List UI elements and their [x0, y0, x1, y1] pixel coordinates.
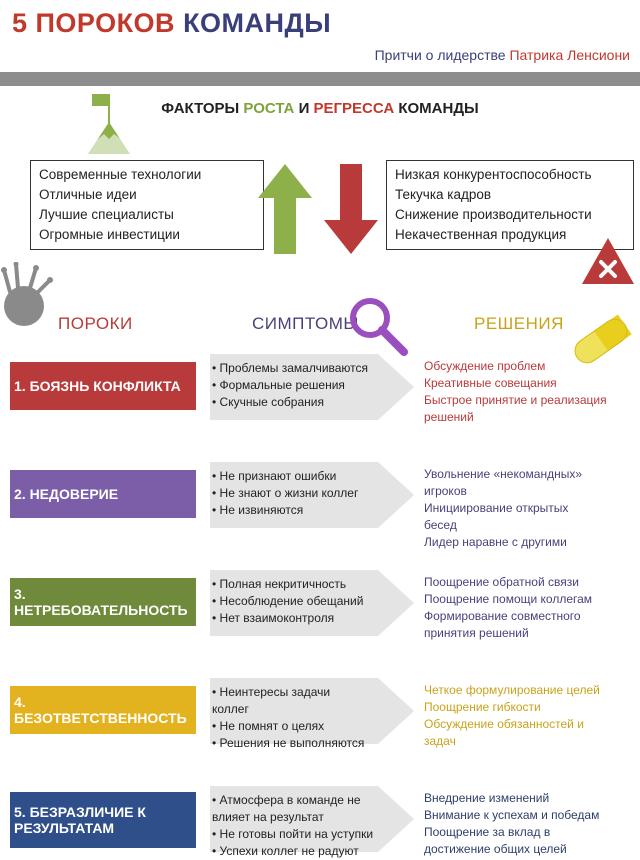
column-header-symptoms: СИМПТОМЫ	[252, 314, 359, 333]
symptom-item: • Несоблюдение обещаний	[212, 594, 364, 608]
solution-item: бесед	[424, 518, 457, 532]
growth-item: Лучшие специалисты	[39, 207, 174, 222]
growth-factors-box	[30, 160, 264, 250]
vice-label: 1. БОЯЗНЬ КОНФЛИКТА	[10, 362, 196, 410]
regress-item: Некачественная продукция	[395, 227, 567, 242]
symptoms-list	[212, 468, 392, 519]
title-part1: 5 ПОРОКОВ	[12, 8, 176, 38]
factors-title	[0, 100, 640, 117]
symptom-item: • Не знают о жизни коллег	[212, 486, 359, 500]
symptom-item: • Не признают ошибки	[212, 469, 337, 483]
solution-item: достижение общих целей	[424, 842, 567, 856]
growth-item: Огромные инвестиции	[39, 227, 180, 242]
solutions-list	[424, 466, 634, 551]
symptoms-list	[212, 360, 392, 411]
subtitle-part1: Притчи о лидерстве	[374, 47, 506, 63]
solution-item: Обсуждение обязанностей и	[424, 717, 584, 731]
solution-item: принятия решений	[424, 626, 529, 640]
factors-title-word: ФАКТОРЫ	[161, 100, 240, 117]
symptom-item: влияет на результат	[212, 810, 324, 824]
solution-item: Креативные совещания	[424, 376, 557, 390]
regress-item: Снижение производительности	[395, 207, 592, 222]
solution-item: Поощрение за вклад в	[424, 825, 551, 839]
solutions-list	[424, 682, 634, 750]
solution-item: Внимание к успехам и победам	[424, 808, 600, 822]
page-title	[12, 8, 331, 39]
symptoms-list	[212, 684, 392, 752]
vice-label: 3. НЕТРЕБОВАТЕЛЬНОСТЬ	[10, 578, 196, 626]
regress-item: Низкая конкурентоспособность	[395, 167, 592, 182]
arrow-down-icon	[322, 162, 380, 256]
factors-title-regress: РЕГРЕССА	[313, 100, 395, 117]
column-header-solutions: РЕШЕНИЯ	[474, 314, 564, 333]
solutions-list	[424, 358, 634, 426]
symptom-item: • Скучные собрания	[212, 395, 324, 409]
header-divider	[0, 72, 640, 86]
solution-item: Инициирование открытых	[424, 501, 569, 515]
solution-item: Внедрение изменений	[424, 791, 550, 805]
growth-item: Отличные идеи	[39, 187, 137, 202]
column-header-vices: ПОРОКИ	[58, 314, 133, 333]
magnifier-icon	[344, 292, 410, 358]
factors-title-team: КОМАНДЫ	[398, 100, 479, 117]
solutions-list	[424, 790, 634, 858]
solution-item: Поощрение гибкости	[424, 700, 541, 714]
symptoms-list	[212, 792, 392, 860]
warning-x-icon	[580, 236, 636, 286]
title-part2: КОМАНДЫ	[183, 8, 332, 38]
factors-title-and: И	[298, 100, 310, 117]
symptom-item: • Проблемы замалчиваются	[212, 361, 369, 375]
solution-item: Лидер наравне с другими	[424, 535, 567, 549]
growth-item: Современные технологии	[39, 167, 202, 182]
solution-item: решений	[424, 410, 474, 424]
regress-item: Текучка кадров	[395, 187, 492, 202]
vice-label: 5. БЕЗРАЗЛИЧИЕ К РЕЗУЛЬТАТАМ	[10, 792, 196, 848]
symptom-item: • Формальные решения	[212, 378, 345, 392]
vice-label: 4. БЕЗОТВЕТСТВЕННОСТЬ	[10, 686, 196, 734]
solution-item: Формирование совместного	[424, 609, 581, 623]
solution-item: Четкое формулирование целей	[424, 683, 600, 697]
solution-item: игроков	[424, 484, 467, 498]
vice-label: 2. НЕДОВЕРИЕ	[10, 470, 196, 518]
solutions-list	[424, 574, 634, 642]
symptom-item: • Не извиняются	[212, 503, 304, 517]
subtitle	[375, 47, 630, 63]
virus-icon	[0, 262, 56, 334]
arrow-up-icon	[256, 162, 314, 256]
symptoms-list	[212, 576, 392, 627]
symptom-item: • Решения не выполняются	[212, 736, 365, 750]
solution-item: Поощрение обратной связи	[424, 575, 579, 589]
symptom-item: • Полная некритичность	[212, 577, 347, 591]
solution-item: Поощрение помощи коллегам	[424, 592, 593, 606]
symptom-item: • Не готовы пойти на уступки	[212, 827, 374, 841]
symptom-item: коллег	[212, 702, 249, 716]
factors-title-growth: РОСТА	[243, 100, 295, 117]
solution-item: Обсуждение проблем	[424, 359, 546, 373]
symptom-item: • Неинтересы задачи	[212, 685, 331, 699]
subtitle-part2: Патрика Ленсиони	[509, 47, 630, 63]
symptom-item: • Атмосфера в команде не	[212, 793, 361, 807]
solution-item: Быстрое принятие и реализация	[424, 393, 607, 407]
symptom-item: • Нет взаимоконтроля	[212, 611, 335, 625]
solution-item: задач	[424, 734, 456, 748]
symptom-item: • Не помнят о целях	[212, 719, 325, 733]
symptom-item: • Успехи коллег не радуют	[212, 844, 359, 858]
solution-item: Увольнение «некомандных»	[424, 467, 583, 481]
